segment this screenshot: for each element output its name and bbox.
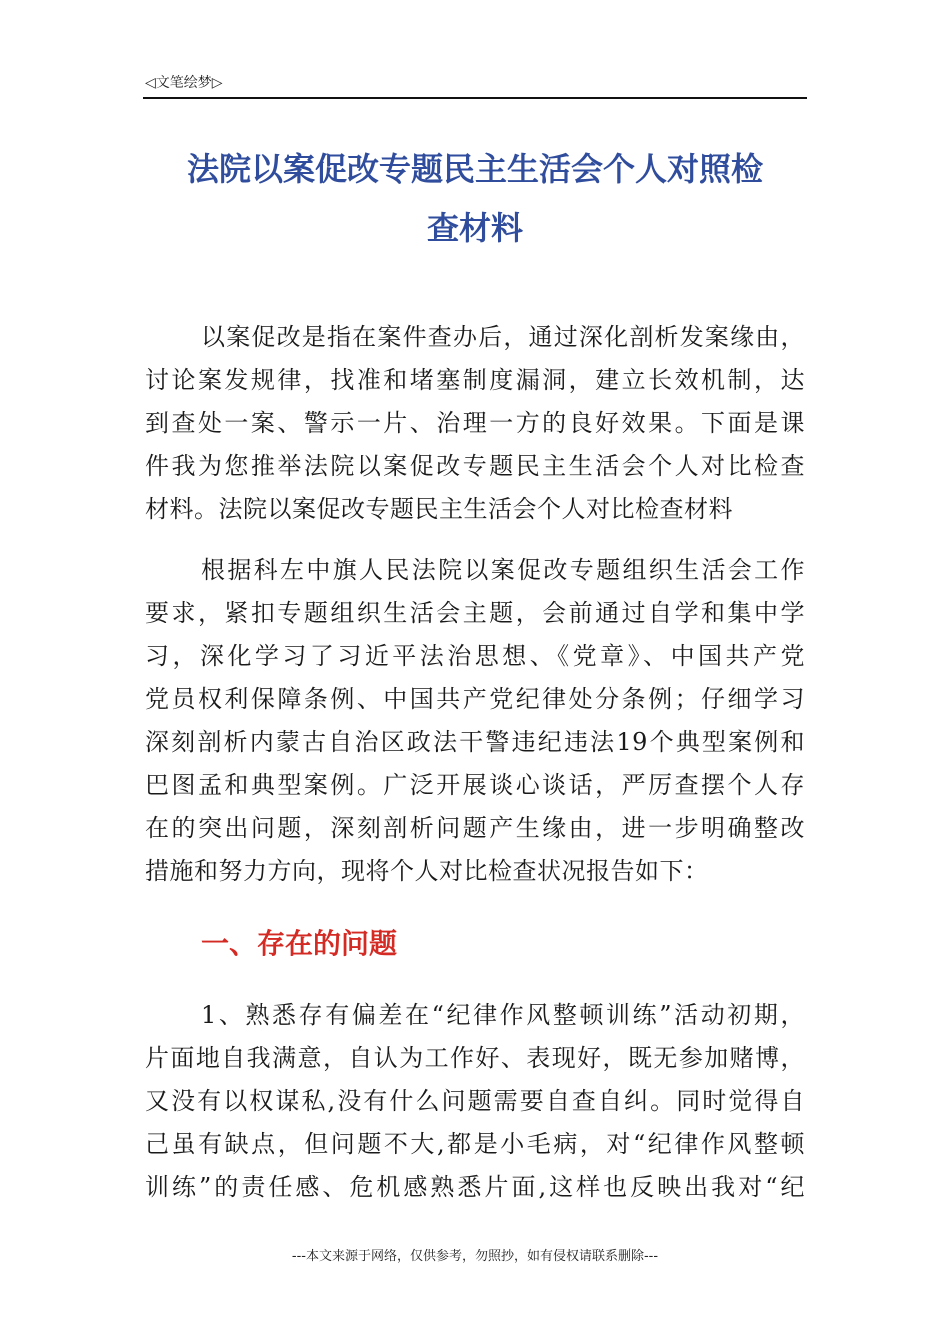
text-line: 在的突出问题，深刻剖析问题产生缘由，进一步明确整改 — [145, 814, 805, 842]
text-line: 到查处一案、警示一片、治理一方的良好效果。下面是课 — [145, 409, 805, 437]
text-line: 要求，紧扣专题组织生活会主题，会前通过自学和集中学 — [145, 599, 805, 627]
section-heading: 一、存在的问题 — [201, 927, 398, 960]
text-line: 又没有以权谋私,没有什么问题需要自查自纠。同时觉得自 — [145, 1087, 805, 1115]
text-line: 深刻剖析内蒙古自治区政法干警违纪违法19个典型案例和 — [145, 728, 805, 756]
text-line: 以案促改是指在案件查办后，通过深化剖析发案缘由， — [201, 323, 805, 351]
document-title-line-2: 查材料 — [426, 209, 523, 247]
text-line: 党员权利保障条例、中国共产党纪律处分条例；仔细学习 — [145, 685, 805, 713]
header-divider — [143, 97, 807, 99]
text-line: 件我为您推举法院以案促改专题民主生活会个人对比检查 — [145, 452, 805, 480]
footer-disclaimer: ---本文来源于网络，仅供参考，勿照抄，如有侵权请联系删除--- — [291, 1249, 659, 1264]
text-line: 片面地自我满意，自认为工作好、表现好，既无参加赌博， — [145, 1044, 805, 1072]
text-line: 材料。法院以案促改专题民主生活会个人对比检查材料 — [145, 495, 733, 523]
text-line: 措施和努力方向，现将个人对比检查状况报告如下： — [145, 857, 709, 885]
text-line: 根据科左中旗人民法院以案促改专题组织生活会工作 — [201, 556, 805, 584]
header-brand: ◁文笔绘梦▷ — [145, 75, 223, 91]
text-line: 1、熟悉存有偏差在“纪律作风整顿训练”活动初期， — [201, 1001, 805, 1029]
text-line: 巴图孟和典型案例。广泛开展谈心谈话，严厉查摆个人存 — [145, 771, 805, 799]
text-line: 训练”的责任感、危机感熟悉片面,这样也反映出我对“纪 — [145, 1173, 805, 1201]
text-line: 己虽有缺点，但问题不大,都是小毛病，对“纪律作风整顿 — [145, 1130, 805, 1158]
text-line: 讨论案发规律，找准和堵塞制度漏洞，建立长效机制，达 — [145, 366, 805, 394]
text-line: 习，深化学习了习近平法治思想、《党章》、中国共产党 — [145, 642, 805, 670]
document-title-line-1: 法院以案促改专题民主生活会个人对照检 — [186, 150, 763, 188]
